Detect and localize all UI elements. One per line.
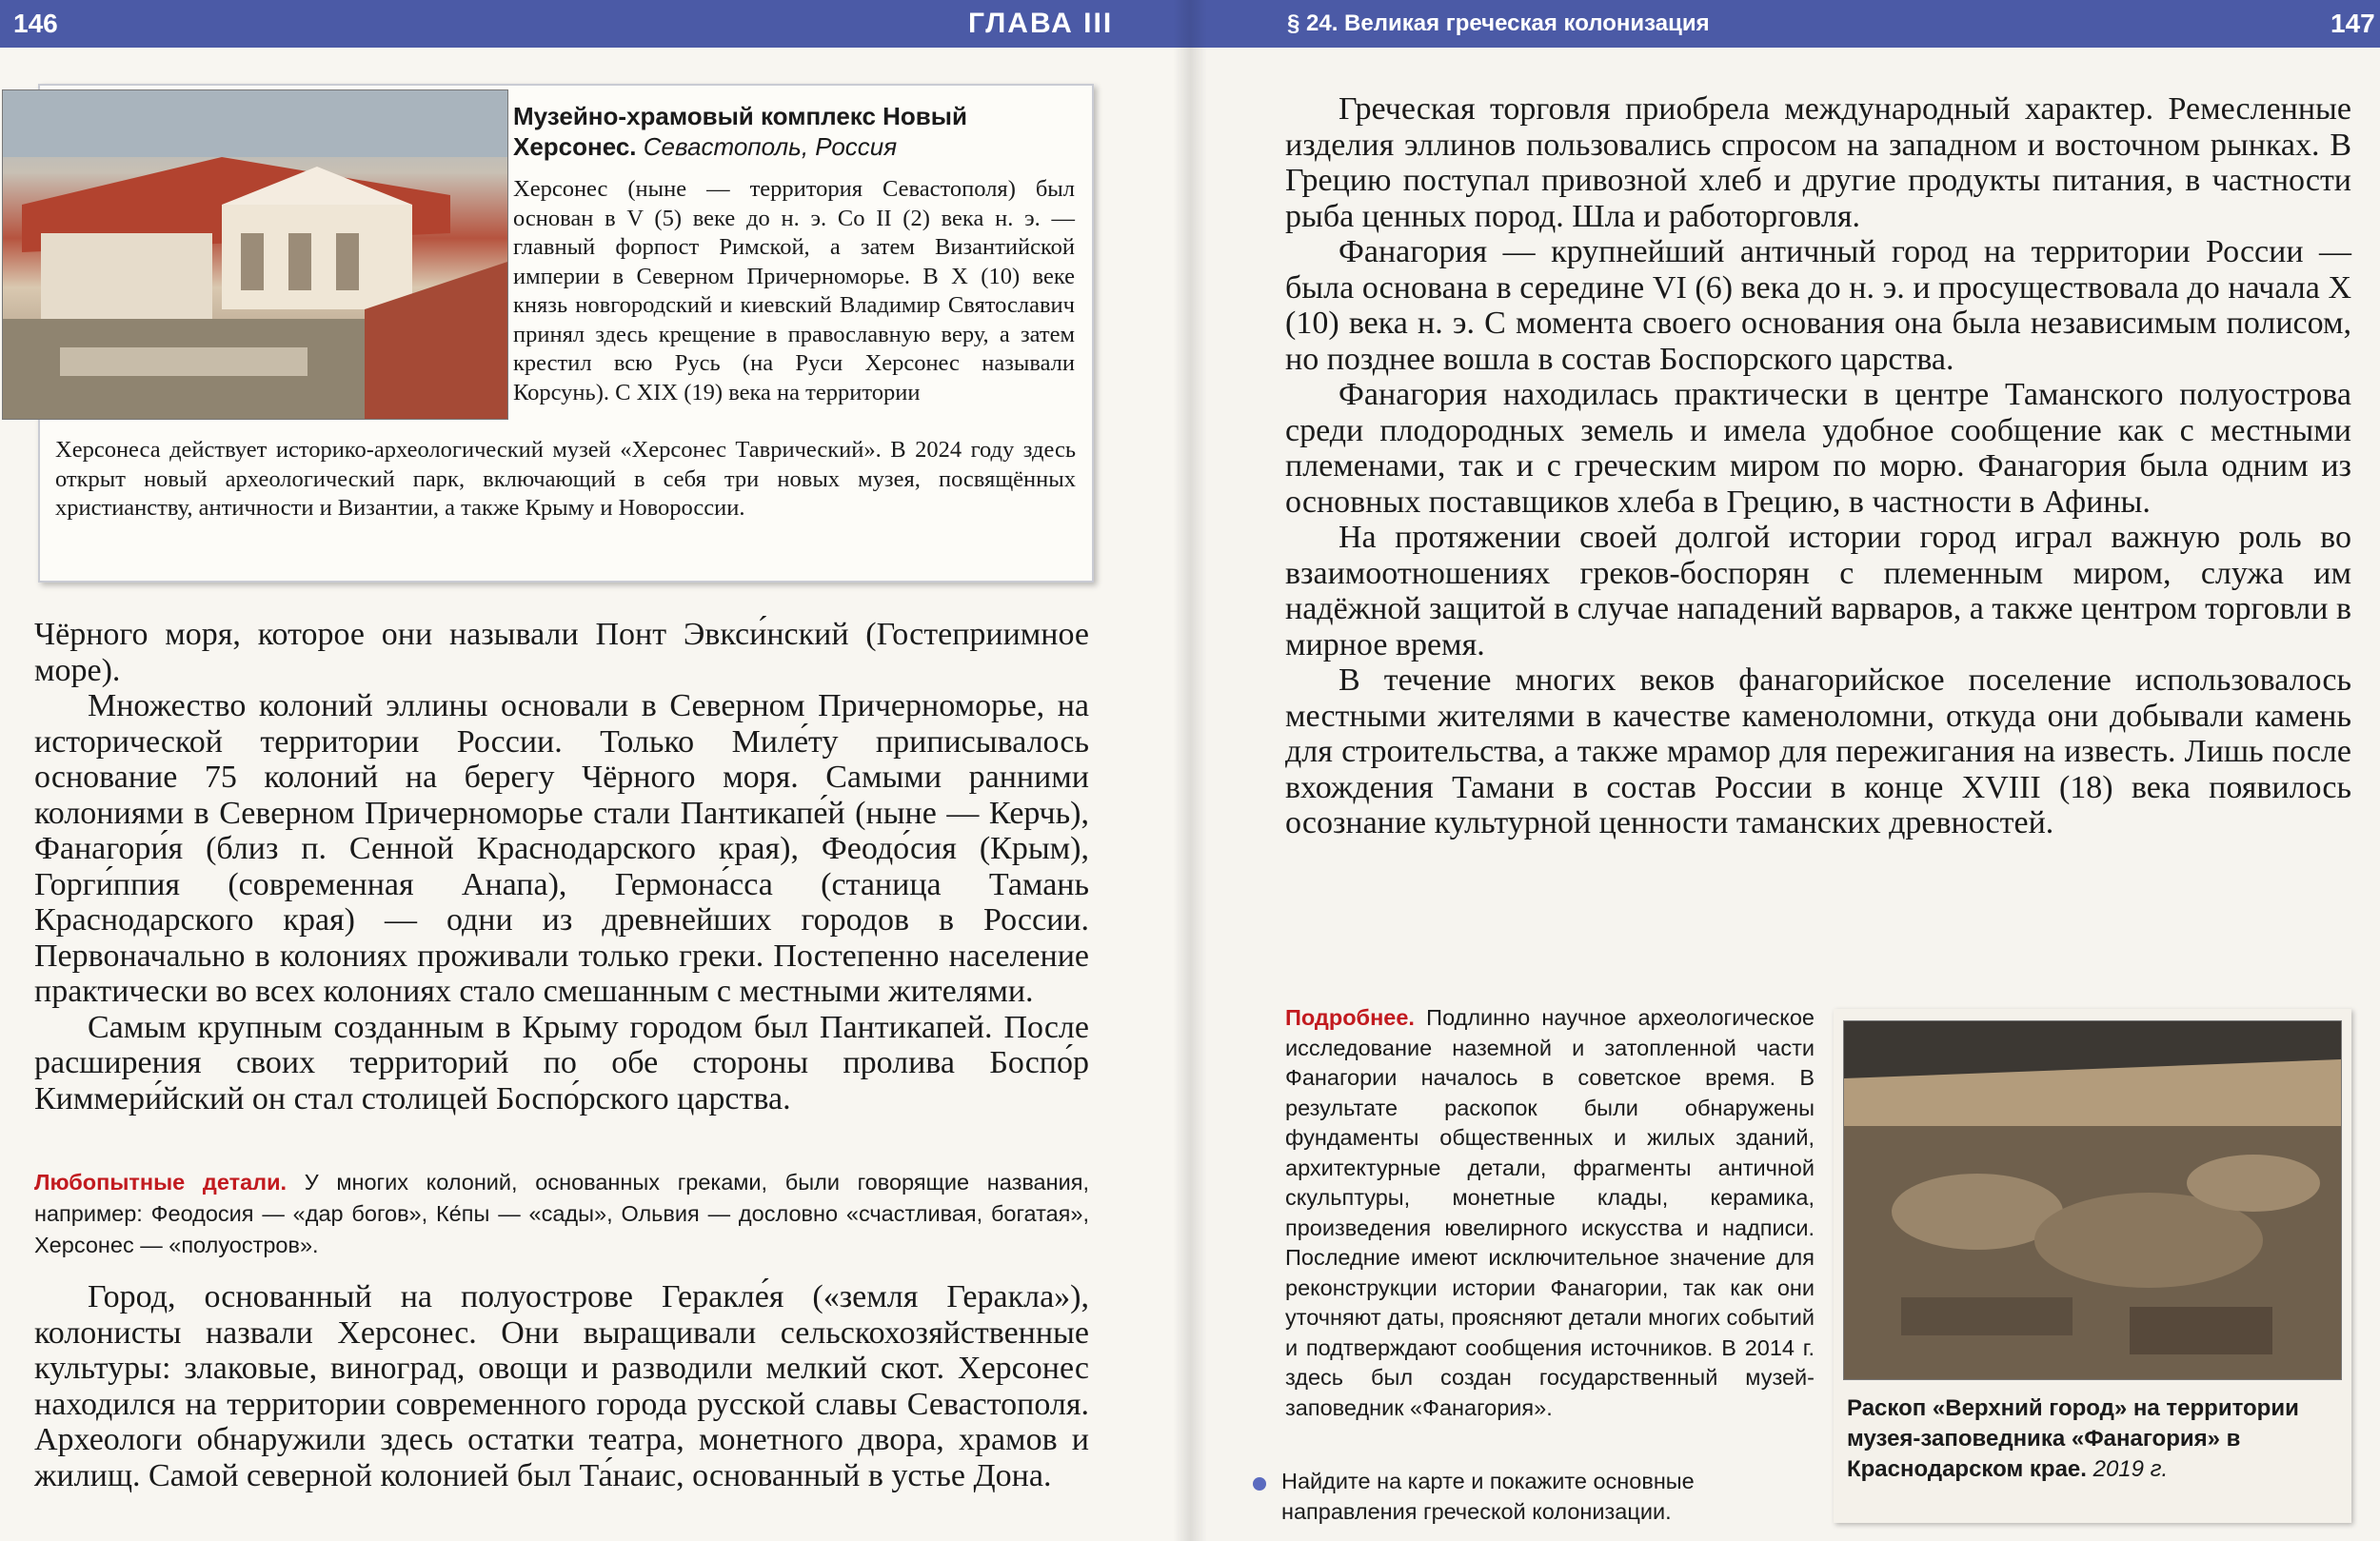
- section-title: § 24. Великая греческая колонизация: [1287, 10, 1710, 36]
- left-main-text-after: [34, 1279, 1089, 1493]
- right-page: [1190, 0, 2380, 1541]
- task-bullet-icon: [1253, 1477, 1266, 1491]
- right-main-text: [1285, 91, 2351, 841]
- paragraph: Множество колоний эллины основали в Северном Причерноморье, на исторической территории России. Только Миле́ту приписывалось основание 75 колоний на берегу Чёрного моря. Самыми ранними колониями в Северном Причерноморье стали Пантикапе́й (ныне — Керчь), Фанагори́я (близ п. Сенной Краснодарского края), Феодо́сия (Крым), Горги́ппия (современная Анапа), Гермона́сса (станица Тамань Краснодарского края) — одни из древнейших городов в России. Первоначально в колониях проживали только греки. Постепенно население практически во всех колониях стало смешанным с местными жителями.: [34, 688, 1089, 1009]
- left-header-bar: [0, 0, 1190, 48]
- figure-phanagoria-caption: [1847, 1393, 2340, 1485]
- curious-details-text: У многих колоний, основанных греками, были говорящие названия, например: Феодосия — «дар богов», Ке́пы — «сады», Ольвия — дословно «счастливая, богатая», Херсонес — «полуостров».: [34, 1170, 1089, 1257]
- paragraph: Фанагория находилась практически в центре Таманского полуострова среди плодородных земель и имела удобное сообщение как с местными племенами, так и с греческим миром по морю. Фанагория была одним из основных поставщиков хлеба в Грецию, в частности в Афины.: [1285, 377, 2351, 520]
- paragraph: Чёрного моря, которое они называли Понт Эвкси́нский (Гостеприимное море).: [34, 617, 1089, 688]
- caption-title-italic: Севастополь, Россия: [643, 132, 898, 161]
- paragraph: На протяжении своей долгой истории город играл важную роль во взаимоотношениях греков-боспорян с племенным миром, служа им надёжной защитой в случае нападений варваров, а также центром торговли в мирное время.: [1285, 520, 2351, 662]
- more-details-text: Подлинно научное археологическое исследование наземной и затопленной части Фанагории началось в советское время. В результате раскопок были обнаружены фундаменты общественных и жилых зданий, архитектурные детали, фрагменты античной скульптуры, монетные клады, керамика, произведения ювелирного искусства и надписи. Последние имеют исключительное значение для реконструкции истории Фанагории, так как они уточняют даты, проясняют детали многих событий и подтверждают сообщения источников. В 2014 г. здесь был создан государственный музей-заповедник «Фанагория».: [1285, 1005, 1815, 1420]
- caption-title-bold: Музейно-храмовый комплекс Новый Херсонес.: [513, 102, 967, 161]
- paragraph: В течение многих веков фанагорийское поселение использовалось местными жителями в качестве каменоломни, откуда они добывали камень для строительства, а также мрамор для пережигания на известь. Лишь после вхождения Тамани в состав России в конце XVIII (18) века появилось осознание культурной ценности таманских древностей.: [1285, 662, 2351, 840]
- page-number-left: 146: [13, 9, 58, 38]
- figure-caption-text-a: Херсонес (ныне — территория Севастополя) был основан в V (5) веке до н. э. Со II (2) века н. э. — главный форпост Римской, а затем Византийской империи в Северном Причерноморье. В X (10) веке князь новгородский и киевский Владимир Святославич принял здесь крещение в православную веру, а затем крестил всю Русь (на Руси Херсонес называли Корсунь). С XIX (19) века на территории: [513, 176, 1075, 405]
- paragraph: Фанагория — крупнейший античный город на территории России — была основана в середине VI (6) века до н. э. и просуществовала до начала X (10) века н. э. С момента своего основания она была независимым полисом, но позднее вошла в состав Боспорского царства.: [1285, 234, 2351, 377]
- book-gutter: [1173, 0, 1207, 1541]
- right-header-bar: [1190, 0, 2380, 48]
- fig2-caption-italic: 2019 г.: [2092, 1456, 2169, 1482]
- task-text: Найдите на карте и покажите основные направления греческой колонизации.: [1281, 1469, 1695, 1524]
- figure-phanagoria: [1834, 1009, 2351, 1523]
- chersonese-photo: [2, 89, 508, 420]
- figure-caption-text-b: Херсонеса действует историко-археологический музей «Херсонес Таврический». В 2024 году здесь открыт новый археологический парк, включающий в себя три новых музея, посвящённых христианству, античности и Византии, а также Крыму и Новороссии.: [55, 437, 1076, 521]
- page-number-right: 147: [2330, 9, 2375, 38]
- paragraph: Город, основанный на полуострове Геракле́я («земля Геракла»), колонисты назвали Херсонес. Они выращивали сельскохозяйственные культуры: злаковые, виноград, овощи и разводили мелкий скот. Херсонес находился на территории современного города русской славы Севастополя. Археологи обнаружили здесь остатки театра, монетного двора, храмов и жилищ. Самой северной колонией был Та́наис, основанный в устье Дона.: [34, 1279, 1089, 1493]
- curious-details-note: [34, 1167, 1089, 1261]
- more-details-note: [1285, 1003, 1815, 1423]
- figure-caption-title: [513, 101, 1075, 162]
- chersonese-photo-illustration: [3, 90, 507, 419]
- curious-details-label: Любопытные детали.: [34, 1170, 288, 1195]
- excavation-photo-illustration: [1844, 1021, 2341, 1379]
- figure-chersonese: [38, 84, 1094, 583]
- chapter-title: ГЛАВА III: [968, 8, 1114, 39]
- more-details-label: Подробнее.: [1285, 1005, 1415, 1030]
- paragraph: Греческая торговля приобрела международный характер. Ремесленные изделия эллинов пользовались спросом на западном и восточном рынках. В Грецию поступал привозной хлеб и другие продукты питания, в частности рыба ценных пород. Шла и работорговля.: [1285, 91, 2351, 234]
- paragraph: Самым крупным созданным в Крыму городом был Пантикапей. После расширения своих территорий по обе стороны пролива Боспо́р Киммери́йский он стал столицей Боспо́рского царства.: [34, 1009, 1089, 1116]
- excavation-photo: [1843, 1020, 2342, 1380]
- left-main-text: [34, 617, 1089, 1116]
- fig2-caption-bold: Раскоп «Верхний город» на территории музея-заповедника «Фанагория» в Краснодарском крае.: [1847, 1395, 2299, 1482]
